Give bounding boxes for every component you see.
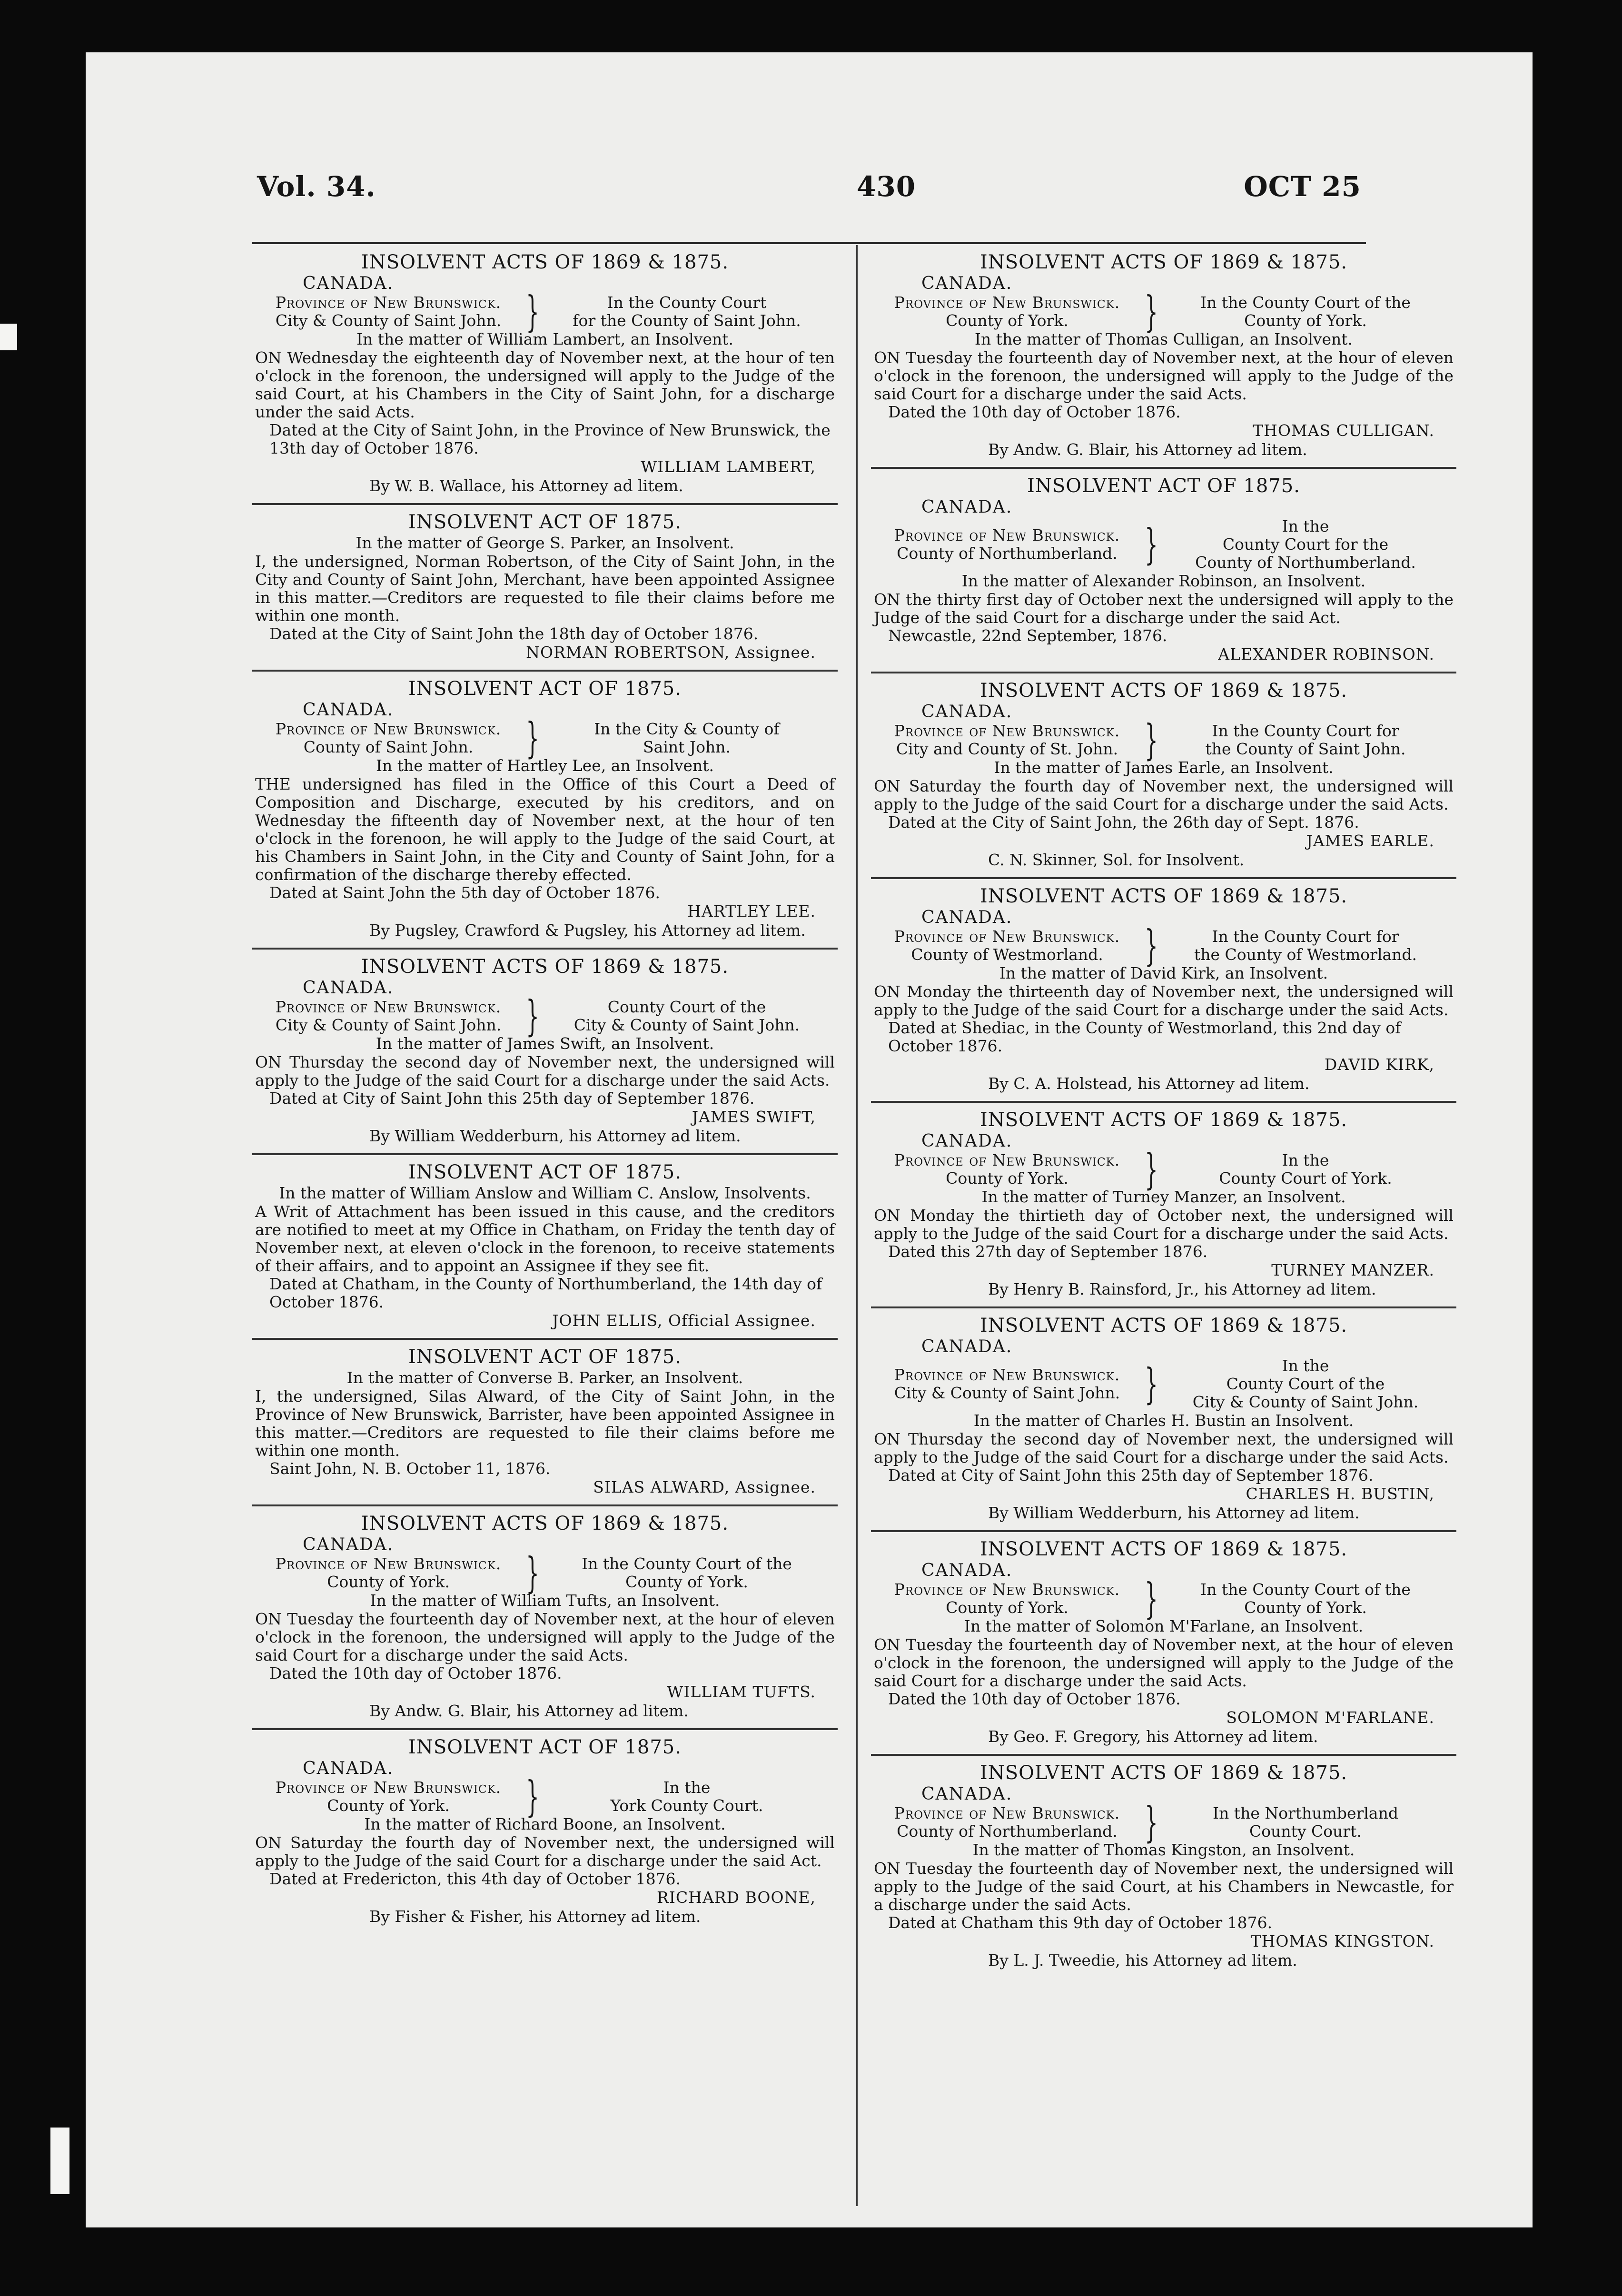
notice-country: CANADA. (303, 978, 394, 998)
court-left-line: County of York. (946, 311, 1068, 330)
notice-body: I, the undersigned, Norman Robertson, of the City of Saint John, in the City and County of Saint John, Merchant, have been appointed Assignee in this matter.—Creditors are requested to file their claims before me within one month. (255, 552, 835, 625)
notice-body: A Writ of Attachment has been issued in this cause, and the creditors are notified to meet at my Office in Chatham, on Friday the tenth day of November next, at eleven o'clock in the forenoon, to receive statements of their affairs, and to appoint an Assignee if they see fit. (255, 1202, 835, 1275)
dated-line: Dated at the City of Saint John, the 26th day of Sept. 1876. (888, 813, 1359, 831)
notice-country: CANADA. (921, 274, 1013, 293)
court-designation (255, 287, 835, 336)
court-name (1157, 1151, 1454, 1188)
court-right-line: In the County Court of the (582, 1554, 792, 1573)
court-designation (255, 991, 835, 1040)
court-left-line: County of Saint John. (303, 738, 474, 756)
notice-block (252, 245, 838, 503)
notice-country: CANADA. (921, 497, 1013, 517)
matter-line: In the matter of William Anslow and William C. Anslow, Insolvents. (279, 1184, 811, 1202)
court-name (1157, 1581, 1454, 1617)
notice-block (252, 948, 838, 1153)
dated-line: Dated at Saint John the 5th day of October 1876. (269, 883, 660, 902)
notice-body: ON Tuesday the fourteenth day of November next, at the hour of eleven o'clock in the forenoon, the undersigned will apply to the Judge of the said Court for a discharge under the said Acts. (874, 348, 1454, 403)
notice-country: CANADA. (921, 1131, 1013, 1151)
signature: RICHARD BOONE, (657, 1888, 816, 1907)
page-header (257, 170, 1361, 228)
court-name (1157, 1357, 1454, 1411)
court-right-line: In the (1282, 1356, 1329, 1375)
notice-title: INSOLVENT ACTS OF 1869 & 1875. (979, 1315, 1348, 1336)
court-name (1157, 722, 1454, 758)
left-column (252, 245, 838, 1934)
matter-line: In the matter of William Tufts, an Insolvent. (370, 1591, 720, 1610)
court-right-line: the County of Saint John. (1205, 740, 1406, 758)
court-right-line: County of York. (625, 1573, 748, 1591)
court-right-line: County of York. (1244, 1598, 1367, 1617)
notice-country: CANADA. (921, 1561, 1013, 1580)
court-left-line: County of Northumberland. (897, 1822, 1118, 1841)
court-name (539, 998, 835, 1034)
court-province (255, 1779, 522, 1815)
dated-line: Newcastle, 22nd September, 1876. (888, 626, 1167, 645)
notice-title: INSOLVENT ACT OF 1875. (1027, 475, 1300, 497)
notice-title: INSOLVENT ACTS OF 1869 & 1875. (979, 680, 1348, 702)
notice-body: ON Saturday the fourth day of November next, the undersigned will apply to the Judge of the said Court for a discharge under the said Act. (255, 1833, 835, 1870)
court-right-line: County Court of the (1226, 1375, 1385, 1393)
signature: THOMAS KINGSTON. (1250, 1932, 1434, 1950)
court-right-line: Saint John. (643, 738, 731, 756)
matter-line: In the matter of James Earle, an Insolvent. (994, 758, 1334, 777)
gazette-page (86, 52, 1533, 2227)
court-left-line: County of York. (946, 1169, 1068, 1188)
notice-block (252, 1153, 838, 1338)
court-right-line: In the County Court of the (1200, 293, 1411, 312)
signature: WILLIAM TUFTS. (667, 1682, 816, 1701)
notice-body: ON Tuesday the fourteenth day of November next, the undersigned will apply to the Judge of the said Court, at his Chambers in Newcastle, for a discharge under the said Acts. (874, 1859, 1454, 1914)
brace-glyph: } (526, 1548, 539, 1597)
brace-glyph: } (1145, 520, 1158, 569)
court-right-line: City & County of Saint John. (1192, 1393, 1419, 1411)
notice-block (871, 1754, 1456, 1978)
column-divider (856, 245, 858, 2206)
court-name (1157, 294, 1454, 330)
court-left-line: County of York. (327, 1573, 450, 1591)
court-right-line: the County of Westmorland. (1194, 945, 1417, 964)
court-right-line: County Court of York. (1219, 1169, 1392, 1188)
notice-body: I, the undersigned, Silas Alward, of the City of Saint John, in the Province of New Brunswick, Barrister, have been appointed Assignee in this matter.—Creditors are requested to file their claims before me within one month. (255, 1387, 835, 1460)
notice-block (252, 1728, 838, 1934)
attorney-line: By W. B. Wallace, his Attorney ad litem. (369, 476, 683, 495)
matter-line: In the matter of Charles H. Bustin an Insolvent. (973, 1411, 1354, 1430)
notice-body: ON Wednesday the eighteenth day of November next, at the hour of ten o'clock in the forenoon, the undersigned will apply to the Judge of the said Court, at his Chambers in the City of Saint John, for a discharge under the said Acts. (255, 348, 835, 421)
issue-date: OCT 25 (1244, 170, 1361, 203)
notice-body: ON Monday the thirtieth day of October next, the undersigned will apply to the Judge of the said Court for a discharge under the said Acts. (874, 1206, 1454, 1243)
attorney-line: By Pugsley, Crawford & Pugsley, his Attorney ad litem. (369, 921, 806, 940)
court-name (539, 720, 835, 756)
notice-country: CANADA. (921, 908, 1013, 927)
dated-line: Dated at the City of Saint John, in the Province of New Brunswick, the 13th day of October 1876. (269, 421, 831, 457)
notice-country: CANADA. (303, 274, 394, 293)
court-province (874, 722, 1140, 758)
brace-glyph: } (1145, 1359, 1158, 1408)
court-left-line: County of York. (946, 1598, 1068, 1617)
attorney-line: By Andw. G. Blair, his Attorney ad litem. (988, 440, 1307, 459)
court-right-line: In the County Court for (1212, 927, 1399, 946)
signature: JAMES EARLE. (1306, 831, 1434, 850)
court-province (874, 1581, 1140, 1617)
court-left-line: Province of New Brunswick. (894, 722, 1120, 740)
matter-line: In the matter of Thomas Culligan, an Insolvent. (974, 330, 1353, 348)
attorney-line: By C. A. Holstead, his Attorney ad litem. (988, 1074, 1310, 1093)
court-designation (874, 1574, 1454, 1623)
court-name (539, 294, 835, 330)
court-province (255, 1555, 522, 1591)
notice-body: ON Saturday the fourth day of November next, the undersigned will apply to the Judge of the said Court for a discharge under the said Acts. (874, 777, 1454, 813)
attorney-line: C. N. Skinner, Sol. for Insolvent. (988, 851, 1245, 869)
court-right-line: In the City & County of (594, 720, 780, 738)
page-number: 430 (857, 170, 916, 203)
court-designation (874, 921, 1454, 970)
court-name (1157, 928, 1454, 964)
brace-glyph: } (1145, 287, 1158, 336)
signature: NORMAN ROBERTSON, Assignee. (526, 643, 816, 662)
notice-title: INSOLVENT ACT OF 1875. (408, 1736, 682, 1758)
court-left-line: County of York. (327, 1796, 450, 1815)
signature: SOLOMON M'FARLANE. (1226, 1708, 1434, 1727)
court-right-line: for the County of Saint John. (573, 311, 801, 330)
matter-line: In the matter of Converse B. Parker, an Insolvent. (346, 1368, 743, 1387)
brace-glyph: } (526, 713, 539, 762)
notice-title: INSOLVENT ACT OF 1875. (408, 511, 682, 533)
notice-title: INSOLVENT ACTS OF 1869 & 1875. (979, 885, 1348, 907)
signature: TURNEY MANZER. (1271, 1261, 1434, 1279)
notice-block (871, 1306, 1456, 1530)
court-province (874, 1804, 1140, 1841)
notice-title: INSOLVENT ACT OF 1875. (408, 1346, 682, 1368)
brace-glyph: } (526, 287, 539, 336)
attorney-line: By Fisher & Fisher, his Attorney ad litem. (369, 1907, 701, 1926)
court-left-line: City & County of Saint John. (275, 1016, 502, 1034)
dated-line: Dated at Shediac, in the County of Westmorland, this 2nd day of October 1876. (888, 1019, 1401, 1055)
court-right-line: County of York. (1244, 311, 1367, 330)
matter-line: In the matter of Solomon M'Farlane, an Insolvent. (964, 1617, 1364, 1635)
court-left-line: Province of New Brunswick. (275, 1778, 502, 1797)
brace-glyph: } (1145, 921, 1158, 970)
dated-line: Dated at Chatham, in the County of Northumberland, the 14th day of October 1876. (269, 1275, 822, 1311)
header-rule (252, 242, 1366, 244)
matter-line: In the matter of Alexander Robinson, an Insolvent. (961, 572, 1366, 590)
court-left-line: Province of New Brunswick. (275, 293, 502, 312)
signature: JOHN ELLIS, Official Assignee. (552, 1311, 816, 1330)
notice-block (871, 1530, 1456, 1754)
binding-tab-top (0, 324, 17, 350)
matter-line: In the matter of George S. Parker, an Insolvent. (356, 534, 734, 552)
brace-glyph: } (526, 991, 539, 1040)
court-designation (874, 715, 1454, 764)
notice-country: CANADA. (921, 702, 1013, 722)
court-left-line: Province of New Brunswick. (894, 526, 1120, 544)
court-right-line: In the County Court for (1212, 722, 1399, 740)
signature: ALEXANDER ROBINSON. (1218, 645, 1434, 663)
notice-block (871, 672, 1456, 877)
dated-line: Dated at City of Saint John this 25th day of September 1876. (888, 1466, 1374, 1484)
matter-line: In the matter of William Lambert, an Insolvent. (356, 330, 733, 348)
volume-label: Vol. 34. (257, 170, 376, 203)
matter-line: In the matter of Richard Boone, an Insolvent. (364, 1815, 726, 1833)
court-province (255, 998, 522, 1034)
court-left-line: Province of New Brunswick. (894, 1151, 1120, 1169)
court-right-line: In the County Court of the (1200, 1580, 1411, 1599)
dated-line: Saint John, N. B. October 11, 1876. (269, 1459, 551, 1478)
court-left-line: County of Westmorland. (911, 945, 1103, 964)
signature: JAMES SWIFT, (692, 1108, 816, 1126)
notice-title: INSOLVENT ACTS OF 1869 & 1875. (979, 1109, 1348, 1131)
notice-block (871, 467, 1456, 672)
notice-block (871, 877, 1456, 1101)
notice-block (252, 1504, 838, 1728)
court-right-line: County of Northumberland. (1195, 553, 1416, 572)
attorney-line: By Henry B. Rainsford, Jr., his Attorney ad litem. (988, 1280, 1376, 1298)
notice-columns (252, 245, 1461, 2235)
dated-line: Dated the 10th day of October 1876. (888, 1690, 1181, 1708)
court-designation (255, 1548, 835, 1597)
notice-title: INSOLVENT ACTS OF 1869 & 1875. (361, 251, 729, 273)
notice-body: ON Tuesday the fourteenth day of November next, at the hour of eleven o'clock in the forenoon, the undersigned will apply to the Judge of the said Court for a discharge under the said Acts. (255, 1610, 835, 1664)
dated-line: Dated at City of Saint John this 25th day of September 1876. (269, 1089, 755, 1108)
notice-title: INSOLVENT ACTS OF 1869 & 1875. (979, 1538, 1348, 1560)
notice-body: ON Thursday the second day of November next, the undersigned will apply to the Judge of the said Court for a discharge under the said Acts. (255, 1053, 835, 1089)
brace-glyph: } (1145, 715, 1158, 764)
court-right-line: In the (1282, 517, 1329, 535)
notice-body: ON Tuesday the fourteenth day of November next, at the hour of eleven o'clock in the forenoon, the undersigned will apply to the Judge of the said Court for a discharge under the said Acts. (874, 1635, 1454, 1690)
matter-line: In the matter of David Kirk, an Insolvent. (999, 964, 1328, 982)
court-left-line: Province of New Brunswick. (275, 998, 502, 1016)
notice-country: CANADA. (303, 1535, 394, 1554)
notice-block (252, 1338, 838, 1504)
brace-glyph: } (1145, 1145, 1158, 1194)
court-province (874, 1366, 1140, 1402)
court-left-line: Province of New Brunswick. (894, 1804, 1120, 1822)
court-left-line: City & County of Saint John. (275, 311, 502, 330)
court-name (1157, 1804, 1454, 1841)
court-designation (255, 1772, 835, 1821)
court-right-line: In the County Court (607, 293, 767, 312)
signature: SILAS ALWARD, Assignee. (593, 1478, 816, 1496)
dated-line: Dated at the City of Saint John the 18th day of October 1876. (269, 624, 759, 643)
notice-country: CANADA. (921, 1784, 1013, 1804)
notice-title: INSOLVENT ACTS OF 1869 & 1875. (361, 1513, 729, 1534)
notice-title: INSOLVENT ACTS OF 1869 & 1875. (979, 251, 1348, 273)
dated-line: Dated at Chatham this 9th day of October 1876. (888, 1913, 1273, 1932)
court-right-line: County Court of the (607, 998, 766, 1016)
attorney-line: By Geo. F. Gregory, his Attorney ad litem. (988, 1727, 1318, 1746)
court-right-line: County Court for the (1222, 535, 1389, 554)
attorney-line: By Andw. G. Blair, his Attorney ad litem. (369, 1702, 689, 1720)
court-province (255, 294, 522, 330)
court-right-line: City & County of Saint John. (574, 1016, 800, 1034)
notice-country: CANADA. (303, 1759, 394, 1778)
dated-line: Dated at Fredericton, this 4th day of October 1876. (269, 1870, 681, 1888)
court-province (255, 720, 522, 756)
court-left-line: County of Northumberland. (897, 544, 1118, 563)
attorney-line: By L. J. Tweedie, his Attorney ad litem. (988, 1951, 1297, 1969)
binding-tab-bottom (50, 2128, 69, 2194)
court-left-line: City and County of St. John. (896, 740, 1118, 758)
court-designation (874, 1798, 1454, 1847)
court-province (874, 928, 1140, 964)
signature: CHARLES H. BUSTIN, (1246, 1484, 1434, 1503)
notice-block (871, 1101, 1456, 1306)
notice-body: ON Monday the thirteenth day of November next, the undersigned will apply to the Judge of the said Court for a discharge under the said Acts. (874, 982, 1454, 1019)
court-name (1157, 517, 1454, 572)
court-right-line: In the (1282, 1151, 1329, 1169)
notice-block (871, 245, 1456, 467)
court-left-line: City & County of Saint John. (894, 1384, 1120, 1402)
court-designation (874, 1357, 1454, 1411)
court-left-line: Province of New Brunswick. (894, 293, 1120, 312)
notice-block (252, 670, 838, 948)
attorney-line: By William Wedderburn, his Attorney ad litem. (988, 1504, 1360, 1522)
notice-title: INSOLVENT ACTS OF 1869 & 1875. (361, 956, 729, 978)
notice-body: ON Thursday the second day of November next, the undersigned will apply to the Judge of the said Court for a discharge under the said Acts. (874, 1430, 1454, 1466)
notice-title: INSOLVENT ACT OF 1875. (408, 678, 682, 700)
notice-body: THE undersigned has filed in the Office of this Court a Deed of Composition and Discharge, executed by his creditors, and on Wednesday the fifteenth day of November next, at the hour of ten o'clock in the forenoon, he will apply to the Judge of the said Court, at his Chambers in Saint John, in the City and County of Saint John, for a confirmation of the discharge thereby effected. (255, 775, 835, 884)
notice-title: INSOLVENT ACTS OF 1869 & 1875. (979, 1762, 1348, 1784)
brace-glyph: } (1145, 1798, 1158, 1847)
brace-glyph: } (1145, 1574, 1158, 1623)
court-right-line: In the Northumberland (1213, 1804, 1398, 1822)
court-left-line: Province of New Brunswick. (275, 720, 502, 738)
attorney-line: By William Wedderburn, his Attorney ad litem. (369, 1127, 741, 1145)
dated-line: Dated the 10th day of October 1876. (888, 403, 1181, 421)
signature: THOMAS CULLIGAN. (1253, 421, 1434, 440)
court-designation (874, 1145, 1454, 1194)
notice-title: INSOLVENT ACT OF 1875. (408, 1161, 682, 1183)
court-left-line: Province of New Brunswick. (894, 1366, 1120, 1384)
dated-line: Dated the 10th day of October 1876. (269, 1664, 562, 1682)
matter-line: In the matter of Thomas Kingston, an Insolvent. (972, 1841, 1355, 1859)
court-left-line: Province of New Brunswick. (894, 1580, 1120, 1599)
court-province (874, 1151, 1140, 1188)
court-name (539, 1779, 835, 1815)
matter-line: In the matter of Hartley Lee, an Insolvent. (376, 756, 714, 775)
signature: WILLIAM LAMBERT, (641, 457, 816, 476)
court-designation (874, 517, 1454, 572)
notice-block (252, 503, 838, 670)
dated-line: Dated this 27th day of September 1876. (888, 1242, 1208, 1261)
court-province (874, 526, 1140, 563)
court-province (874, 294, 1140, 330)
notice-body: ON the thirty first day of October next the undersigned will apply to the Judge of the said Court for a discharge under the said Act. (874, 590, 1454, 627)
court-right-line: York County Court. (610, 1796, 763, 1815)
court-left-line: Province of New Brunswick. (894, 927, 1120, 946)
signature: HARTLEY LEE. (687, 902, 816, 920)
notice-country: CANADA. (303, 700, 394, 720)
court-name (539, 1555, 835, 1591)
matter-line: In the matter of James Swift, an Insolvent. (376, 1034, 714, 1053)
notice-country: CANADA. (921, 1337, 1013, 1356)
right-column (871, 245, 1456, 1978)
court-designation (255, 713, 835, 762)
court-left-line: Province of New Brunswick. (275, 1554, 502, 1573)
brace-glyph: } (526, 1772, 539, 1821)
court-designation (874, 287, 1454, 336)
matter-line: In the matter of Turney Manzer, an Insolvent. (981, 1188, 1346, 1206)
court-right-line: County Court. (1249, 1822, 1362, 1841)
court-right-line: In the (663, 1778, 711, 1797)
signature: DAVID KIRK, (1324, 1055, 1434, 1074)
